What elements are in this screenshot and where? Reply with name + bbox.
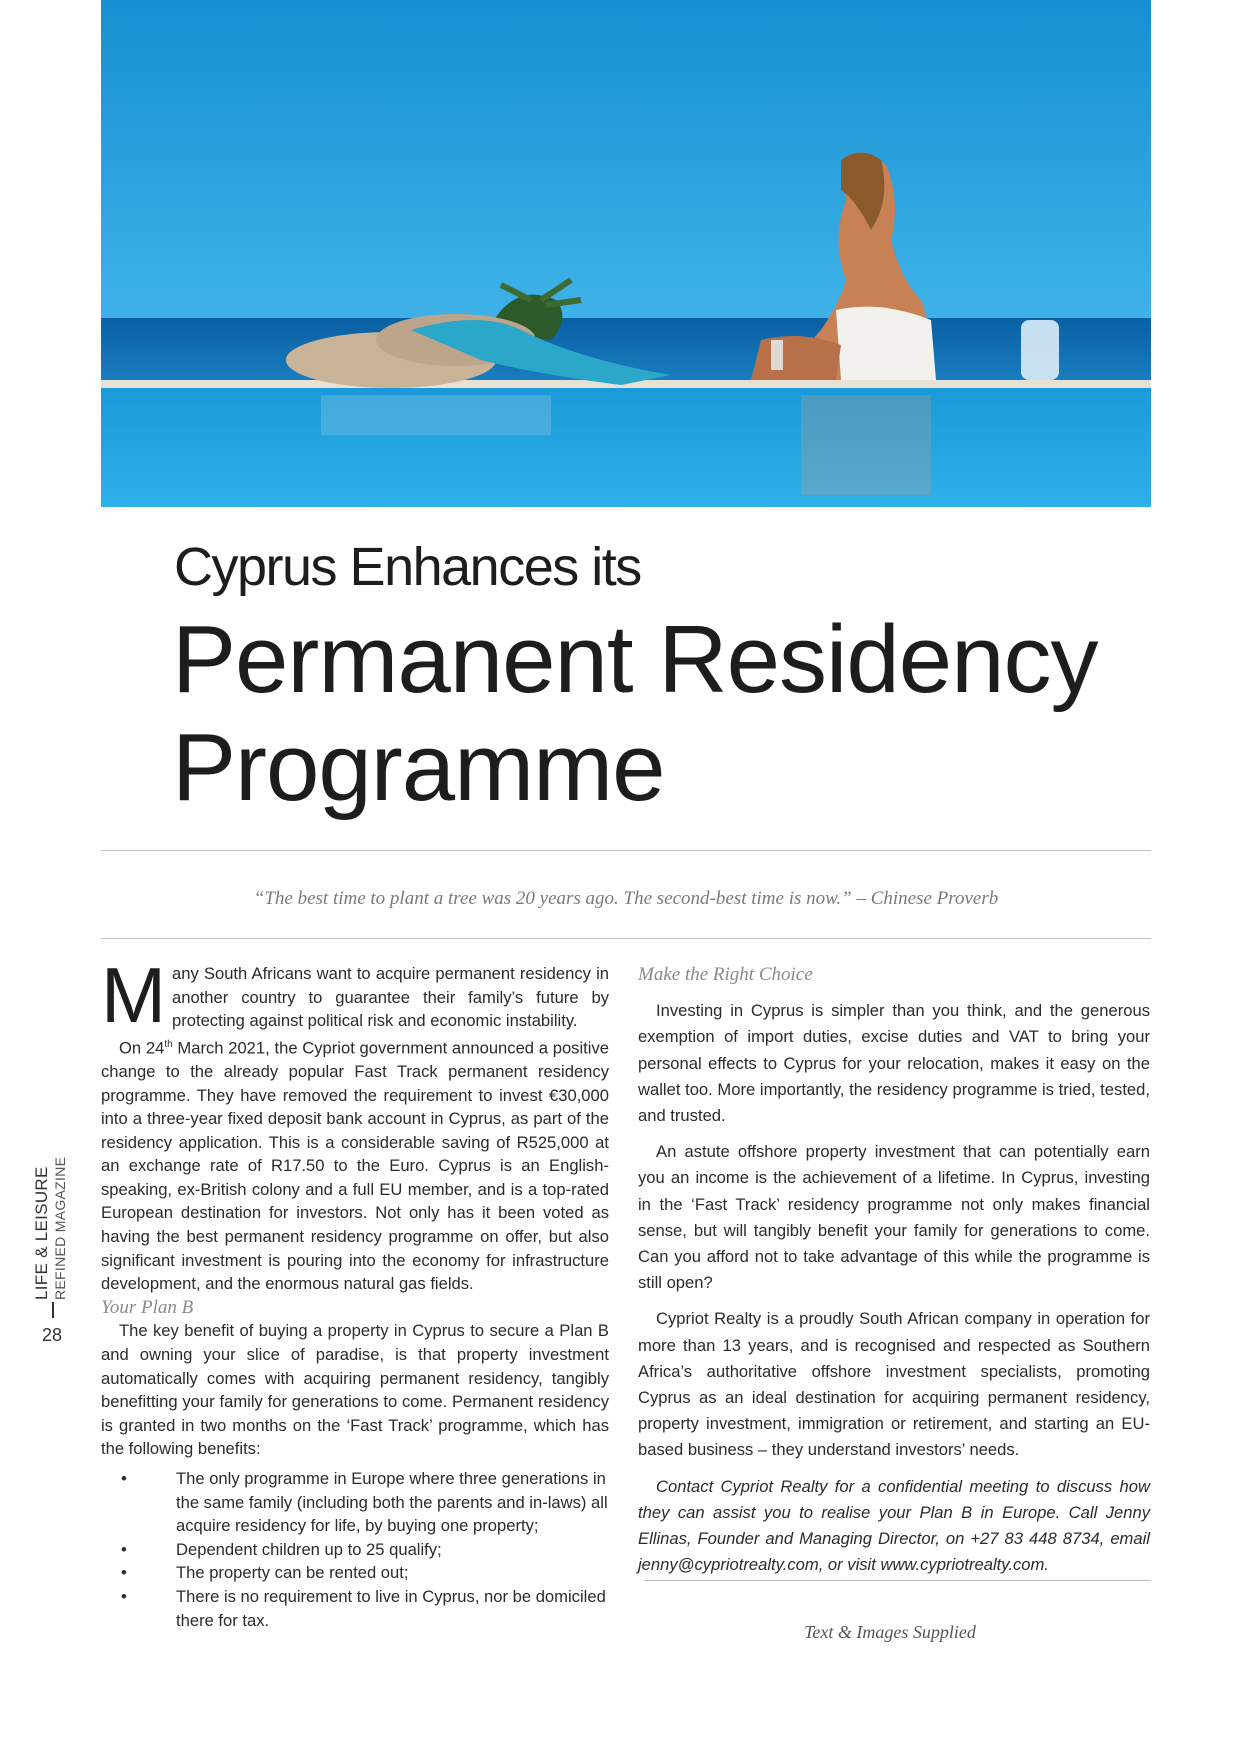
section-name: LIFE & LEISURE bbox=[32, 1166, 51, 1300]
section-label bbox=[32, 1157, 68, 1300]
title-kicker: Cyprus Enhances its bbox=[174, 537, 641, 597]
contact-paragraph: Contact Cypriot Realty for a confidential meeting to discuss how they can assist you to realise your Plan B in Europe. Call Jenny Ellinas, Founder and Managing Director, on +27 83 448 8734, email jenny@cypriotrealty.com, or visit www.cypriotrealty.com. bbox=[638, 1476, 1150, 1575]
announcement-text: March 2021, the Cypriot government announced a positive change to the already popular Fast Track permanent residency programme. They have removed the requirement to invest €30,000 into a three-year fixed deposit bank account in Cyprus, as part of the residency application. This is a considerable saving of R525,000 at an exchange rate of R17.50 to the Euro. Cyprus is an English-speaking, ex-British colony and a full EU member, and is a top-rated European destination for investors. Not only has it been voted as having the best permanent residency programme on offer, but also significant investment is pouring into the economy for infrastructure development, and the enormous natural gas fields. bbox=[101, 1038, 609, 1294]
drop-cap: M bbox=[101, 951, 166, 1039]
paragraph-plan-b: The key benefit of buying a property in Cyprus to secure a Plan B and owning your slice of paradise, is that property investment automatically comes with acquiring permanent residency, tangibly benefitting your family for generations to come. Permanent residency is granted in two months on the ‘Fast Track’ programme, which has the following benefits: bbox=[101, 1321, 609, 1459]
announcement-prefix: On 24 bbox=[119, 1038, 165, 1058]
divider-bottom bbox=[101, 938, 1151, 939]
bullet-icon: • bbox=[121, 1586, 127, 1606]
list-item bbox=[101, 1467, 609, 1538]
left-column bbox=[101, 951, 609, 1632]
paragraph-company: Cypriot Realty is a proudly South African company in operation for more than 13 years, and is recognised and respected as Southern Africa’s authoritative offshore investment specialists, promoting Cyprus as an ideal destination for acquiring permanent residency, property investment, immigration or retirement, and starting an EU-based business – they understand investors’ needs. bbox=[638, 1309, 1150, 1460]
hero-photo-illustration bbox=[101, 0, 1151, 507]
list-item-text: The property can be rented out; bbox=[176, 1563, 409, 1583]
title-line-2: Programme bbox=[172, 714, 665, 821]
page-number: 28 bbox=[42, 1325, 63, 1345]
pull-quote: “The best time to plant a tree was 20 years ago. The second-best time is now.” – Chinese Proverb bbox=[253, 888, 999, 909]
paragraph-announcement bbox=[101, 1033, 609, 1296]
list-item-text: There is no requirement to live in Cyprus, nor be domiciled there for tax. bbox=[176, 1586, 606, 1630]
bullet-icon: • bbox=[121, 1563, 127, 1583]
bullet-icon: • bbox=[121, 1539, 127, 1559]
side-divider bbox=[52, 1302, 54, 1318]
page-title bbox=[172, 606, 1097, 822]
list-item-text: Dependent children up to 25 qualify; bbox=[176, 1539, 442, 1559]
paragraph-investment: An astute offshore property investment that can potentially earn you an income is the achievement of a lifetime. In Cyprus, investing in the ‘Fast Track’ residency programme not only makes financial sense, but will tangibly benefit your family for generations to come. Can you afford not to take advantage of this while the programme is still open? bbox=[638, 1142, 1150, 1293]
right-column bbox=[638, 962, 1150, 1588]
hero-image bbox=[101, 0, 1151, 507]
intro-text: any South Africans want to acquire permanent residency in another country to guarantee their family’s future by protecting against political risk and economic instability. bbox=[171, 964, 609, 1031]
divider-credit bbox=[644, 1580, 1151, 1581]
list-item bbox=[101, 1561, 609, 1585]
subhead-plan-b: Your Plan B bbox=[101, 1296, 194, 1318]
title-line-1: Permanent Residency bbox=[172, 606, 1098, 713]
jug-shape bbox=[1021, 320, 1059, 380]
magazine-name: REFINED MAGAZINE bbox=[52, 1156, 68, 1300]
paragraph-right-choice: Investing in Cyprus is simpler than you think, and the generous exemption of import duties, excise duties and VAT to bring your personal effects to Cyprus for your relocation, makes it easy on the wallet too. More importantly, the residency programme is tried, tested, and trusted. bbox=[638, 1001, 1150, 1126]
bullet-icon: • bbox=[121, 1469, 127, 1488]
image-credit: Text & Images Supplied bbox=[804, 1622, 976, 1642]
list-item bbox=[101, 1585, 609, 1632]
benefits-list bbox=[101, 1467, 609, 1632]
intro-paragraph bbox=[101, 951, 609, 1039]
ordinal-suffix: th bbox=[164, 1038, 173, 1050]
divider-top bbox=[101, 850, 1151, 851]
list-item bbox=[101, 1538, 609, 1562]
subhead-right-choice: Make the Right Choice bbox=[638, 964, 813, 985]
list-item-text: The only programme in Europe where three generations in the same family (including both the parents and in-laws) all acquire residency for life, by buying one property; bbox=[176, 1469, 608, 1536]
